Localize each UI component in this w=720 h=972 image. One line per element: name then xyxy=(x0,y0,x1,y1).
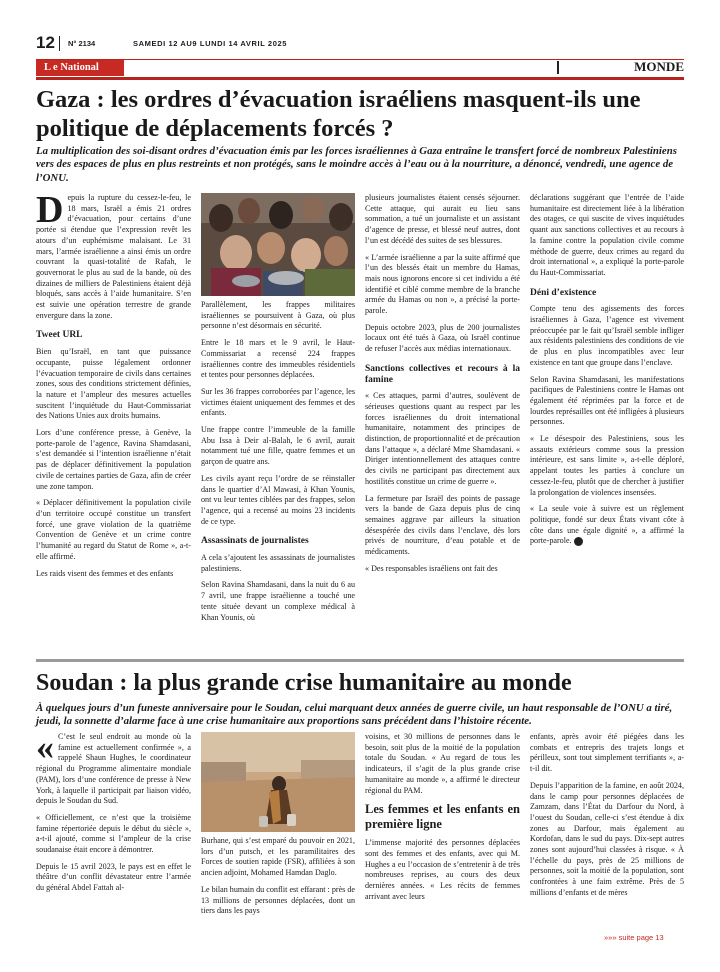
paragraph: Lors d’une conférence presse, à Genève, la porte-parole de l’agence, Ravina Shamdasani, s’est demandée si l’intention israélienne n’était pas de déplacer définitivement la population civile de certaines parties de Gaza, afin de créer une zone tampon. xyxy=(36,428,191,491)
closing-quote: « La seule voie à suivre est un règlement politique, fondé sur deux États vivant côte à côte dans une égale dignité », a affirmé la porte-parole. xyxy=(530,504,684,546)
subheading: Les femmes et les enfants en première ligne xyxy=(365,802,520,832)
article-2-column-1 xyxy=(36,727,191,900)
paragraph: epuis la rupture du cessez-le-feu, le 18 mars, Israël a émis 21 ordres d’évacuation, pour certains d’une portée si étendue que l’expression revêt les atours d’un euphémisme malaisant. Le 31 mars, l’armée israélienne a ainsi émis un ordre couvrant la quasi-totalité de Rafah, le gouvernorat le plus au sud de la bande, où des dizaines de milliers de Palestiniens étaient déjà bloqués, sans accès à l’aide humanitaire. S’en est suivie une opération terrestre de grande envergure dans la zone. xyxy=(36,193,191,320)
section-bar xyxy=(36,59,684,80)
paragraph: « Des responsables israéliens ont fait des xyxy=(365,563,498,573)
sudan-photo xyxy=(201,732,355,832)
paragraph: Une frappe contre l’immeuble de la famille Abu Issa à Deir al-Balah, le 6 avril, aurait notamment tué une fille, quatre femmes et un garçon de quatre ans. xyxy=(201,425,355,467)
opening-quote-mark: « xyxy=(36,727,54,767)
article-1-column-1 xyxy=(36,189,191,585)
article-1-column-2 xyxy=(201,300,355,629)
article-2-column-3 xyxy=(365,732,520,908)
article-1-title: Gaza : les ordres d’évacuation israéliens masquent-ils une politique de déplacements forcés ? xyxy=(36,86,641,142)
article-2-title: Soudan : la plus grande crise humanitaire au monde xyxy=(36,670,572,696)
paragraph: Les civils ayant reçu l’ordre de se réinstaller dans le quartier d’Al Mawasi, à Khan Younis, ont vu leur tentes ciblées par des frappes, selon l’agence, qui a recensé au moins 23 incidents de ce type. xyxy=(201,473,355,526)
article-2-lead: À quelques jours d’un funeste anniversaire pour le Soudan, celui marquant deux années de guerre civile, un haut responsable de l’ONU a tiré, jeudi, la sonnette d’alarme face à une crise humanitaire aux proportions sans précédent dans l’histoire récente. xyxy=(36,702,673,728)
paragraph: plusieurs journalistes étaient censés séjourner. Cette attaque, qui aurait eu lieu sans sommation, a tué un journaliste et un assistant d’agence de presse, et blessé neuf autres, dont l’un est décédé des suites de ses blessures. xyxy=(365,193,520,245)
article-1-lead: La multiplication des soi-disant ordres d’évacuation émis par les forces israéliennes à Gaza entraîne le transfert forcé de nombreux Palestiniens vers des espaces de plus en plus restreints et non protégés, sans le moindre accès à l’eau ou à la nourriture, a dénoncé, vendredi, une agence de l’ONU. xyxy=(36,145,677,184)
paragraph: La fermeture par Israël des points de passage vers la bande de Gaza depuis plus de cinq semaines aggrave par ailleurs la situation désespérée des civils dans l’enclave, dès lors privés de nourriture, d’eau potable et de médicaments. xyxy=(365,493,520,557)
end-mark-icon xyxy=(574,537,583,546)
paragraph: Selon Ravina Shamdasani, les manifestations pacifiques de Palestiniens contre le Hamas ont également été réprimées par la force et de lourdes représailles ont été infligées à plusieurs personnes. xyxy=(530,374,684,427)
gaza-crowd-image xyxy=(201,193,355,296)
paragraph: « Officiellement, ce n’est que la troisième famine répertoriée depuis le début du siècle », a-t-il ajouté, comme si l’ampleur de la crise soudanaise était encore à démontrer. xyxy=(36,812,191,855)
subheading: Tweet URL xyxy=(36,330,83,341)
paragraph: Les raids visent des femmes et des enfants xyxy=(36,568,174,578)
article-1-column-4 xyxy=(530,193,684,553)
paragraph: Sur les 36 frappes corroborées par l’agence, les victimes étaient uniquement des femmes et des enfants. xyxy=(201,386,355,418)
paragraph: « Déplacer définitivement la population civile d’un territoire occupé constitue un transfert forcé, une grave violation de la quatrième Convention de Genève et un crime contre l’humanité au regard du Statut de Rome », a-t-elle affirmé. xyxy=(36,498,191,561)
section-divider xyxy=(557,61,559,74)
paragraph: « Ces attaques, parmi d’autres, soulèvent de sérieuses questions quant au respect par les forces israéliennes du droit international humanitaire, notamment des principes de distinction, de proportionnalité et de précaution dans l’attaque », a déclaré Mme Shamdasani. « Diriger intentionnellement des attaques contre des civils ne participant pas directement aux hostilités constitue un crime de guerre ». xyxy=(365,391,520,486)
article-2-column-2 xyxy=(201,836,355,923)
paragraph: C’est le seul endroit au monde où la famine est actuellement confirmée », a rappelé Shaun Hughes, le coordinateur régional du Programme alimentaire mondiale (PAM), lors d’une conférence de presse à New York, à laquelle il participait par liaison vidéo, depuis le Soudan du Sud. xyxy=(36,732,191,806)
newspaper-logo: L e National xyxy=(36,60,124,76)
paragraph: enfants, après avoir été piégées dans les combats et entrepris des trajets longs et périlleux, sont tout simplement terrifiants », a-t-il dit. xyxy=(530,732,684,774)
paragraph: Bien qu’Israël, en tant que puissance occupante, puisse légalement ordonner l’évacuation temporaire de civils dans certaines zones, sous des conditions strictement définies, la nature et l’ampleur des mesures actuelles suscitent l’inquiétude du Haut-Commissariat des Nations Unies aux droits humains. xyxy=(36,347,191,421)
paragraph: « L’armée israélienne a par la suite affirmé que l’un des blessés était un membre du Hamas, mais nous ignorons encore si cet individu a été identifié et ciblé comme membre de la branche armée du Hamas ou non », a précisé la porte-parole. xyxy=(365,252,520,316)
article-2-column-4 xyxy=(530,732,684,905)
paragraph: Depuis octobre 2023, plus de 200 journalistes locaux ont été tués à Gaza, où Israël continue de refuser l’accès aux médias internationaux. xyxy=(365,322,520,354)
paragraph: déclarations suggérant que l’entrée de l’aide humanitaire est directement liée à la libération des otages, ce qui suscite de vives inquiétudes quant aux sanctions collectives et au recours à la famine contre la population civile comme méthode de guerre, deux crimes au regard du droit international », a expliqué la porte-parole du Haut-Commissariat. xyxy=(530,193,684,277)
paragraph: Compte tenu des agissements des forces israéliennes à Gaza, l’agence est vivement préoccupée par le fait qu’Israël semble infliger aux résidents palestiniens des conditions de vie de plus en plus incompatibles avec leur existence en tant que groupe dans l’enclave. xyxy=(530,304,684,367)
article-1-column-3 xyxy=(365,193,520,581)
page-number: 12 xyxy=(36,33,55,52)
header-divider xyxy=(59,36,60,51)
paragraph: Selon Ravina Shamdasani, dans la nuit du 6 au 7 avril, une frappe israélienne a touché une tente située devant un complexe médical à Khan Younis, où xyxy=(201,580,355,622)
paragraph: L’immense majorité des personnes déplacées sont des femmes et des enfants, avec qui M. Hughes a eu l’occasion de s’entretenir à de très nombreuses reprises, au cours des deux dernières années. « Les récits de femmes arrivant avec leurs xyxy=(365,838,520,901)
section-name: MONDE xyxy=(634,59,684,74)
paragraph: « Le désespoir des Palestiniens, sous les assauts extérieurs comme sous la pression intérieure, est sans limite », a-t-elle déploré, appelant toutes les parties à conclure un cessez-le-feu, plutôt que de chercher à justifier la prolongation de violences insensées. xyxy=(530,434,684,497)
sudan-camp-image xyxy=(201,732,355,832)
subheading: Assassinats de journalistes xyxy=(201,536,309,547)
paragraph: Parallèlement, les frappes militaires israéliennes se poursuivent à Gaza, où plus personne n’est désormais en sécurité. xyxy=(201,300,355,331)
article-divider xyxy=(36,659,684,662)
drop-cap: D xyxy=(36,189,64,231)
paragraph: voisins, et 30 millions de personnes dans le besoin, soit plus de la moitié de la population totale du Soudan. « Au regard de tous les indicateurs, il s’agit de la plus grande crise humanitaire au monde », a affirmé le directeur régional du PAM. xyxy=(365,732,520,795)
paragraph: Le bilan humain du conflit est effarant : près de 13 millions de personnes déplacées, dont un tiers dans les pays xyxy=(201,884,355,916)
continued-on-page-link[interactable]: »»» suite page 13 xyxy=(604,933,664,942)
paragraph: Depuis le 15 avril 2023, le pays est en effet le théâtre d’un conflit dévastateur entre l’armée du général Abdel Fattah al- xyxy=(36,861,191,893)
gaza-photo xyxy=(201,193,355,296)
subheading: Déni d’existence xyxy=(530,287,597,298)
page-header xyxy=(36,33,684,53)
issue-number: N° 2134 xyxy=(68,39,96,48)
paragraph: Depuis l’apparition de la famine, en août 2024, dans le camp pour personnes déplacées de Zamzam, dans l’État du Darfour du Nord, à l’ouest du Soudan, celle-ci s’est étendue à dix zones au Darfour, mais également au Kordofan, dans le sud du pays. Dix-sept autres zones sont aujourd’hui classées à risque. « À l’échelle du pays, près de 25 millions de personnes, soit la moitié de la population, sont confrontées à une faim extrême. Près de 5 millions d’enfants et de mères xyxy=(530,780,684,897)
paragraph: Entre le 18 mars et le 9 avril, le Haut-Commissariat a recensé 224 frappes israéliennes contre des immeubles résidentiels et tentes pour personnes déplacées. xyxy=(201,338,355,380)
paragraph: Burhane, qui s’est emparé du pouvoir en 2021, lors d’un putsch, et les paramilitaires des Forces de soutien rapide (FSR), affiliées à son ancien adjoint, Mohamed Hamdan Daglo. xyxy=(201,836,355,878)
subheading: Sanctions collectives et recours à la famine xyxy=(365,363,520,385)
dateline: SAMEDI 12 AU9 LUNDI 14 AVRIL 2025 xyxy=(133,39,288,48)
paragraph xyxy=(530,504,684,547)
paragraph: A cela s’ajoutent les assassinats de journalistes palestiniens. xyxy=(201,553,355,573)
